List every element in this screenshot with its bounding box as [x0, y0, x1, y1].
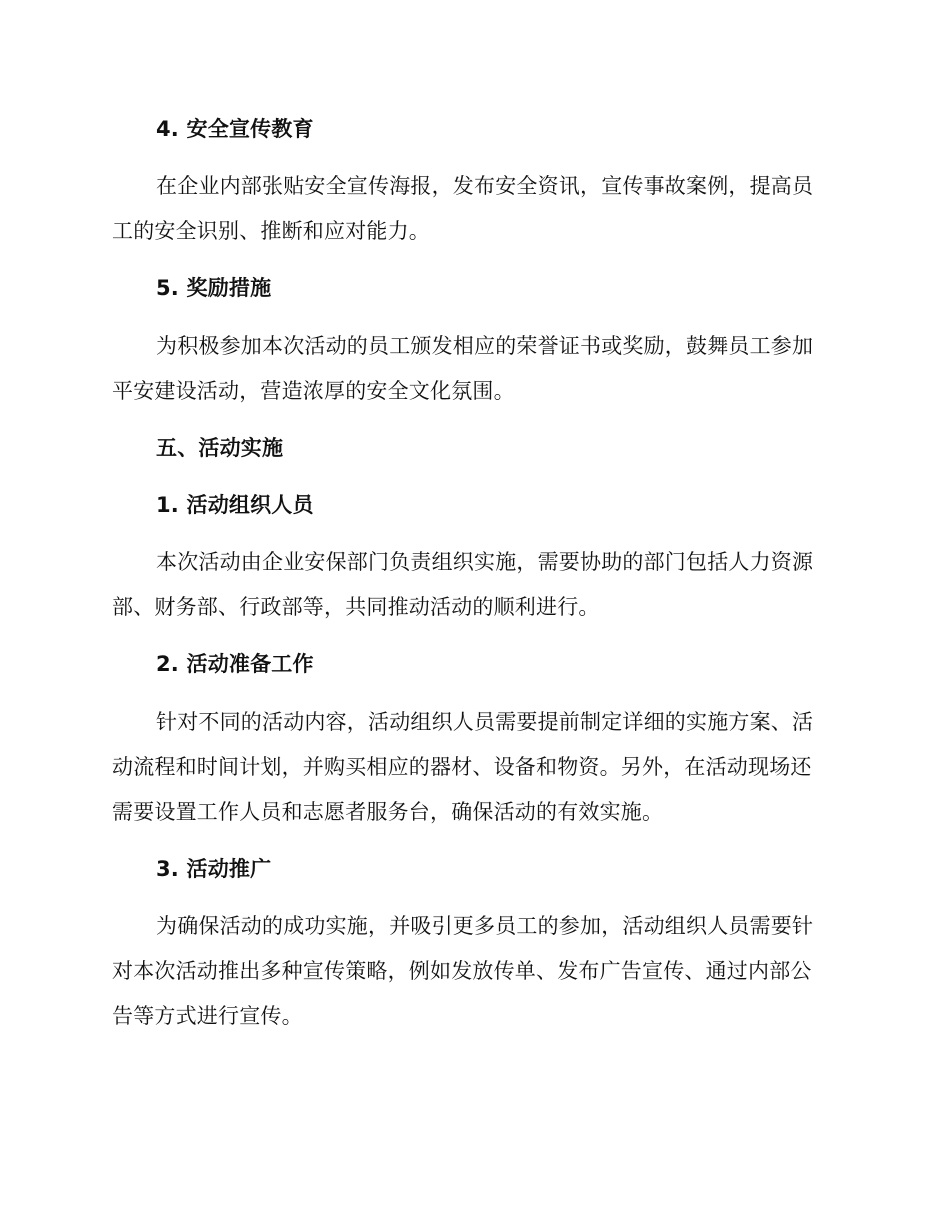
heading-preparation: 2. 活动准备工作 — [156, 652, 314, 676]
paragraph-line: 平安建设活动，营造浓厚的安全文化氛围。 — [112, 379, 515, 403]
heading-organizers: 1. 活动组织人员 — [156, 493, 314, 517]
paragraph-preparation — [112, 700, 842, 835]
paragraph-line: 部、财务部、行政部等，共同推动活动的顺利进行。 — [112, 595, 600, 619]
paragraph-line: 本次活动由企业安保部门负责组织实施，需要协助的部门包括人力资源 — [156, 550, 814, 574]
paragraph-reward-measures — [112, 324, 842, 414]
heading-reward-measures: 5. 奖励措施 — [156, 276, 272, 300]
paragraph-safety-education — [112, 164, 842, 254]
heading-promotion: 3. 活动推广 — [156, 857, 272, 881]
paragraph-line: 工的安全识别、推断和应对能力。 — [112, 219, 430, 243]
paragraph-organizers — [112, 540, 842, 630]
heading-safety-education: 4. 安全宣传教育 — [156, 117, 314, 141]
paragraph-line: 对本次活动推出多种宣传策略，例如发放传单、发布广告宣传、通过内部公 — [112, 959, 812, 983]
section-heading-implementation: 五、活动实施 — [156, 436, 284, 460]
paragraph-line: 在企业内部张贴安全宣传海报，发布安全资讯，宣传事故案例，提高员 — [156, 174, 814, 198]
paragraph-line: 为确保活动的成功实施，并吸引更多员工的参加，活动组织人员需要针 — [156, 914, 814, 938]
paragraph-line: 告等方式进行宣传。 — [112, 1004, 303, 1028]
paragraph-line: 为积极参加本次活动的员工颁发相应的荣誉证书或奖励，鼓舞员工参加 — [156, 334, 814, 358]
paragraph-line: 需要设置工作人员和志愿者服务台，确保活动的有效实施。 — [112, 800, 664, 824]
paragraph-line: 针对不同的活动内容，活动组织人员需要提前制定详细的实施方案、活 — [156, 710, 814, 734]
paragraph-promotion — [112, 904, 842, 1039]
paragraph-line: 动流程和时间计划，并购买相应的器材、设备和物资。另外，在活动现场还 — [112, 755, 812, 779]
